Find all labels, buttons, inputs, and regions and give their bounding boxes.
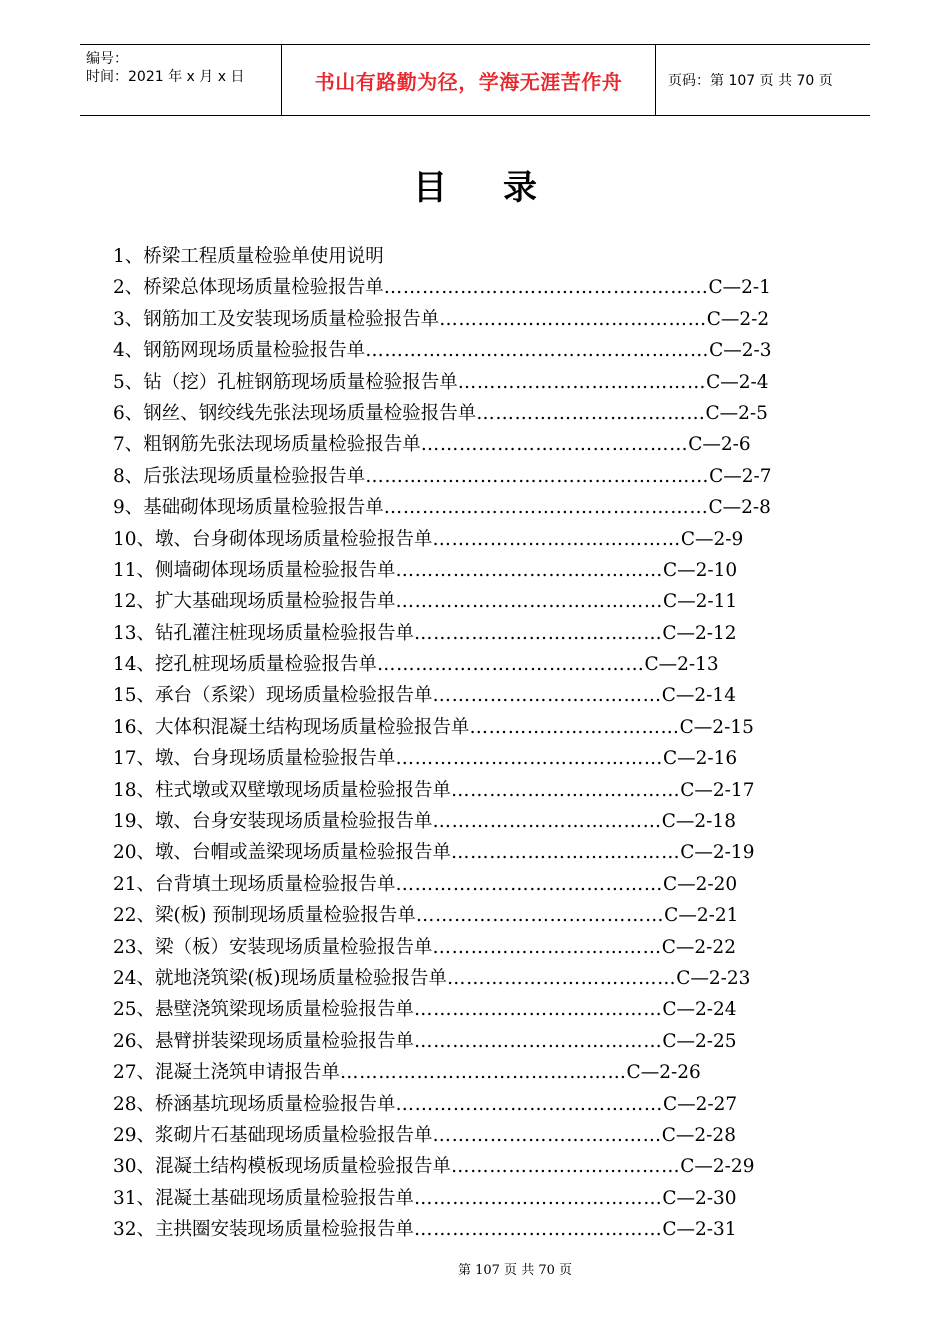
toc-item-label: 9、基础砌体现场质量检验报告单 — [113, 497, 384, 519]
toc-item-code: C—2-24 — [662, 999, 737, 1021]
toc-item[interactable] — [113, 837, 833, 868]
toc-item-label: 30、混凝土结构模板现场质量检验报告单 — [113, 1156, 452, 1178]
toc-item-code: C—2-28 — [661, 1124, 736, 1146]
toc-item-label: 31、混凝土基础现场质量检验报告单 — [113, 1187, 415, 1209]
toc-item-label: 32、主拱圈安装现场质量检验报告单 — [113, 1219, 415, 1241]
toc-item-code: C—2-14 — [661, 685, 736, 707]
toc-item-label: 23、梁（板）安装现场质量检验报告单 — [113, 936, 433, 958]
toc-item[interactable] — [113, 398, 833, 429]
toc-item[interactable] — [113, 555, 833, 586]
toc-item-leader: …………………………… — [469, 716, 680, 738]
toc-item[interactable] — [113, 272, 833, 303]
toc-item-leader: …………………………………… — [395, 1093, 663, 1115]
toc-item[interactable] — [113, 241, 833, 272]
toc-item-code: C—2-27 — [662, 1093, 738, 1115]
toc-item-code: C—2-8 — [708, 497, 771, 519]
toc-item-leader: ……………………………………………… — [365, 465, 710, 487]
toc-item[interactable] — [113, 806, 833, 837]
toc-item-label: 29、浆砌片石基础现场质量检验报告单 — [113, 1124, 433, 1146]
toc-item[interactable] — [113, 1057, 833, 1088]
toc-item-label: 10、墩、台身砌体现场质量检验报告单 — [113, 528, 433, 550]
toc-item-leader: …………………………………………… — [383, 277, 709, 299]
toc-item-label: 18、柱式墩或双壁墩现场质量检验报告单 — [113, 779, 452, 801]
toc-item-leader: ……………………………… — [451, 842, 681, 864]
toc-item-leader: ……………………………… — [446, 967, 677, 989]
toc-item-code: C—2-30 — [662, 1187, 737, 1209]
toc-item-code: C—2-18 — [661, 811, 736, 833]
toc-item-leader: …………………………………… — [439, 308, 707, 330]
toc-item[interactable] — [113, 618, 833, 649]
toc-item-label: 24、就地浇筑梁(板)现场质量检验报告单 — [113, 967, 447, 989]
toc-item[interactable] — [113, 743, 833, 774]
toc-item-leader: ……………………………… — [451, 1156, 681, 1178]
header-meta — [80, 45, 282, 115]
toc-item-code: C—2-13 — [644, 654, 719, 676]
toc-item-label: 17、墩、台身现场质量检验报告单 — [113, 748, 396, 770]
toc-item[interactable] — [113, 712, 833, 743]
toc-item-label: 16、大体积混凝土结构现场质量检验报告单 — [113, 716, 470, 738]
time-label: 时间：2021 年 x 月 x 日 — [86, 69, 245, 85]
toc-item[interactable] — [113, 524, 833, 555]
toc-item-leader: ………………………………… — [414, 1187, 663, 1209]
toc-item-code: C—2-22 — [661, 936, 736, 958]
toc-item-label: 28、桥涵基坑现场质量检验报告单 — [113, 1093, 396, 1115]
toc-item-label: 6、钢丝、钢绞线先张法现场质量检验报告单 — [113, 402, 477, 424]
toc-item[interactable] — [113, 963, 833, 994]
toc-item[interactable] — [113, 1026, 833, 1057]
toc-item-code: C—2-9 — [680, 528, 744, 550]
toc-item-label: 2、桥梁总体现场质量检验报告单 — [113, 277, 384, 299]
toc-item-code: C—2-19 — [680, 842, 755, 864]
toc-item-leader: …………………………………… — [377, 654, 645, 676]
toc-item-leader: …………………………………… — [420, 434, 689, 456]
toc-item[interactable] — [113, 680, 833, 711]
toc-item-leader: ……………………………… — [432, 1124, 662, 1146]
toc-item-label: 7、粗钢筋先张法现场质量检验报告单 — [113, 434, 421, 456]
toc-item-code: C—2-7 — [709, 465, 772, 487]
toc-item[interactable] — [113, 304, 833, 335]
toc-item-label: 14、挖孔桩现场质量检验报告单 — [113, 654, 378, 676]
toc-item-label: 11、侧墙砌体现场质量检验报告单 — [113, 559, 396, 581]
toc-item-leader: …………………………………… — [395, 748, 663, 770]
table-of-contents — [113, 241, 833, 1246]
page-title: 目录 — [413, 168, 593, 208]
toc-item-label: 3、钢筋加工及安装现场质量检验报告单 — [113, 308, 440, 330]
toc-item-leader: ………………………………… — [414, 622, 663, 644]
toc-item[interactable] — [113, 586, 833, 617]
page-header — [80, 44, 870, 116]
toc-item-code: C—2-20 — [662, 873, 738, 895]
toc-item-code: C—2-2 — [706, 308, 770, 330]
toc-item-label: 19、墩、台身安装现场质量检验报告单 — [113, 811, 433, 833]
toc-item-leader: ………………………………… — [414, 999, 663, 1021]
toc-item-leader: ………………………………… — [414, 1030, 663, 1052]
toc-item-leader: …………………………………… — [395, 591, 663, 613]
toc-item-label: 20、墩、台帽或盖梁现场质量检验报告单 — [113, 842, 452, 864]
toc-item-code: C—2-1 — [708, 277, 771, 299]
serial-label: 编号： — [86, 51, 128, 67]
toc-item[interactable] — [113, 1151, 833, 1182]
toc-item-leader: …………………………………… — [395, 559, 663, 581]
toc-item-code: C—2-4 — [706, 371, 769, 393]
toc-item-leader: ……………………………… — [432, 811, 662, 833]
toc-item-label: 22、梁(板) 预制现场质量检验报告单 — [113, 905, 416, 927]
header-motto: 书山有路勤为径，学海无涯苦作舟 — [282, 45, 656, 115]
toc-item[interactable] — [113, 932, 833, 963]
toc-item-code: C—2-21 — [664, 905, 739, 927]
toc-item[interactable] — [113, 461, 833, 492]
toc-item-code: C—2-15 — [679, 716, 754, 738]
toc-item-code: C—2-16 — [662, 748, 738, 770]
toc-item-label: 15、承台（系梁）现场质量检验报告单 — [113, 685, 433, 707]
toc-item-code: C—2-23 — [676, 967, 751, 989]
toc-item-leader: …………………………………… — [395, 873, 663, 895]
toc-item-leader: ……………………………… — [451, 779, 681, 801]
toc-item[interactable] — [113, 649, 833, 680]
toc-item[interactable] — [113, 775, 833, 806]
toc-item-code: C—2-6 — [688, 434, 751, 456]
toc-item-leader: ……………………………… — [432, 936, 662, 958]
toc-item-leader: ……………………………………… — [340, 1062, 627, 1084]
toc-item-label: 5、钻（挖）孔桩钢筋现场质量检验报告单 — [113, 371, 458, 393]
toc-item-code: C—2-29 — [680, 1156, 755, 1178]
toc-item[interactable] — [113, 1089, 833, 1120]
toc-item-leader: ……………………………… — [476, 402, 706, 424]
toc-item-label: 8、后张法现场质量检验报告单 — [113, 465, 366, 487]
toc-item-code: C—2-25 — [662, 1030, 737, 1052]
toc-item-label: 25、悬壁浇筑梁现场质量检验报告单 — [113, 999, 415, 1021]
toc-item-label: 21、台背填土现场质量检验报告单 — [113, 873, 396, 895]
toc-item-code: C—2-17 — [680, 779, 755, 801]
toc-item-leader: ……………………………………………… — [365, 340, 710, 362]
toc-item[interactable] — [113, 429, 833, 460]
toc-item-label: 1、桥梁工程质量检验单使用说明 — [113, 246, 384, 267]
toc-item-code: C—2-26 — [626, 1062, 701, 1084]
toc-item[interactable] — [113, 1183, 833, 1214]
toc-item[interactable] — [113, 335, 833, 366]
toc-item-label: 4、钢筋网现场质量检验报告单 — [113, 340, 366, 362]
toc-item-code: C—2-10 — [662, 559, 738, 581]
toc-item[interactable] — [113, 869, 833, 900]
toc-item-leader: …………………………………………… — [383, 497, 709, 519]
toc-item-code: C—2-11 — [662, 591, 738, 613]
toc-item-leader: ……………………………… — [432, 685, 662, 707]
toc-item-label: 13、钻孔灌注桩现场质量检验报告单 — [113, 622, 415, 644]
toc-item[interactable] — [113, 900, 833, 931]
toc-item[interactable] — [113, 367, 833, 398]
toc-item-code: C—2-12 — [662, 622, 737, 644]
toc-item-leader: ………………………………… — [457, 371, 707, 393]
header-page-info: 页码：第 107 页 共 70 页 — [668, 73, 833, 89]
toc-item[interactable] — [113, 1214, 833, 1245]
toc-item-label: 12、扩大基础现场质量检验报告单 — [113, 591, 396, 613]
toc-item[interactable] — [113, 492, 833, 523]
toc-item-code: C—2-3 — [709, 340, 772, 362]
toc-item-leader: ………………………………… — [415, 905, 665, 927]
toc-item-label: 27、混凝土浇筑申请报告单 — [113, 1062, 341, 1084]
toc-item-leader: ………………………………… — [414, 1219, 663, 1241]
toc-item-code: C—2-5 — [705, 402, 768, 424]
toc-item[interactable] — [113, 994, 833, 1025]
page-footer: 第 107 页 共 70 页 — [457, 1263, 573, 1278]
toc-item-label: 26、悬臂拼装梁现场质量检验报告单 — [113, 1030, 415, 1052]
toc-item[interactable] — [113, 1120, 833, 1151]
toc-item-code: C—2-31 — [662, 1219, 737, 1241]
toc-item-leader: ………………………………… — [432, 528, 681, 550]
